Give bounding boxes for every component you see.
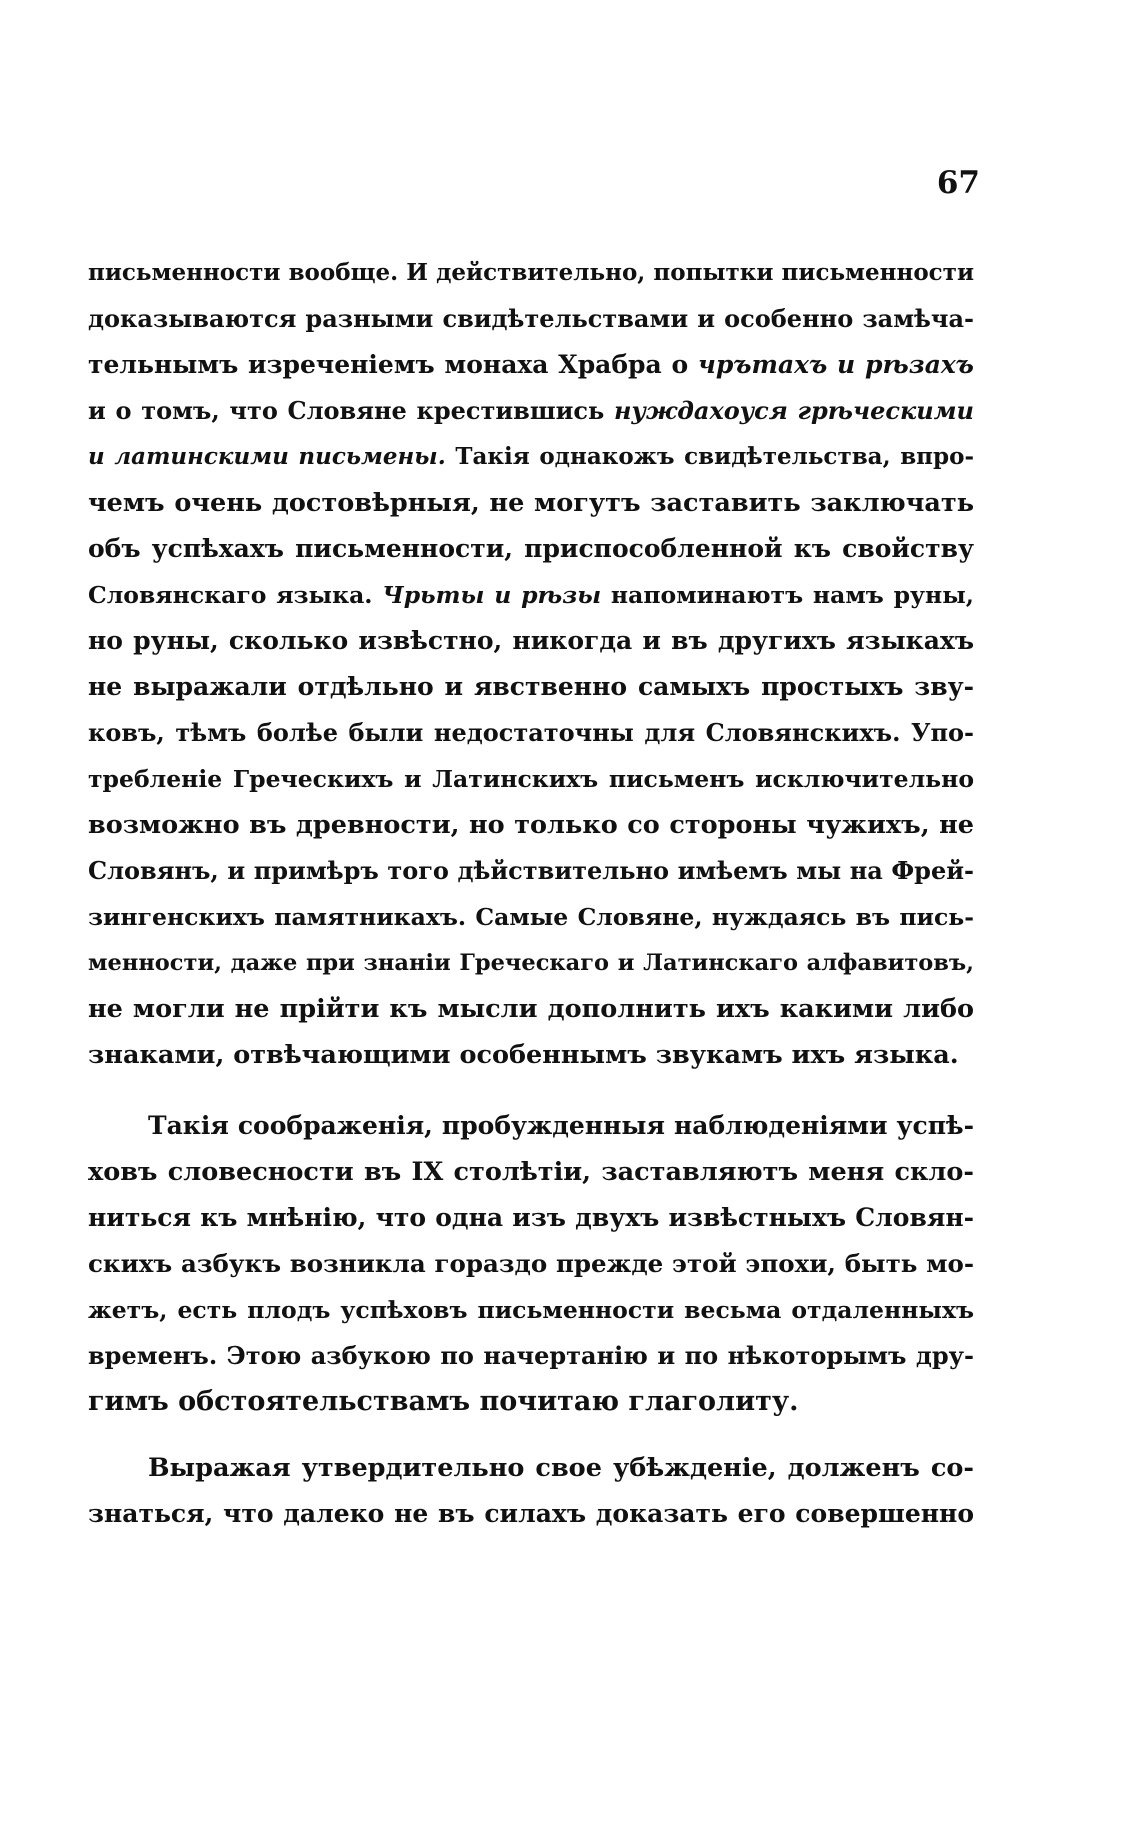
text-segment: доказываются разными свидѣтельствами и особенно замѣча- bbox=[88, 304, 974, 333]
text-segment: не выражали отдѣльно и явственно самыхъ простыхъ зву- bbox=[88, 672, 974, 701]
text-segment: менности, даже при знанiи Греческаго и Латинскаго алфавитовъ, bbox=[88, 950, 974, 976]
text-segment: возможно въ древности, но только со стороны чужихъ, не bbox=[88, 810, 974, 840]
text-segment: и о томъ, что Словяне крестившись bbox=[88, 396, 615, 425]
text-line bbox=[88, 1032, 974, 1078]
text-segment: гимъ обстоятельствамъ почитаю глаголиту. bbox=[88, 1386, 799, 1417]
italic-text: нуждахоуся грѣческими bbox=[614, 396, 974, 425]
text-segment: письменности вообще. И действительно, попытки письменности bbox=[88, 259, 974, 286]
paragraph-gap bbox=[88, 1425, 974, 1445]
text-line bbox=[88, 250, 974, 296]
text-segment: Такiя соображенiя, пробужденныя наблюденiями успѣ- bbox=[148, 1111, 974, 1140]
text-line bbox=[88, 848, 974, 894]
text-segment: Такiя однакожъ свидѣтельства, впро- bbox=[445, 443, 974, 470]
text-segment: объ успѣхахъ письменности, приспособленной къ свойству bbox=[88, 534, 974, 563]
text-line bbox=[88, 1195, 974, 1241]
italic-text: и латинскими письмены. bbox=[88, 443, 446, 470]
text-line bbox=[88, 1103, 974, 1149]
paragraph bbox=[88, 250, 974, 1078]
text-line bbox=[88, 986, 974, 1032]
text-line bbox=[88, 434, 974, 480]
text-line bbox=[88, 710, 974, 756]
text-line bbox=[88, 572, 974, 618]
text-line bbox=[88, 1241, 974, 1287]
text-line bbox=[88, 1379, 974, 1425]
text-segment: чемъ очень достовѣрныя, не могутъ заставить заключать bbox=[88, 488, 974, 518]
italic-text: чрътахъ и рѣзахъ bbox=[698, 350, 974, 379]
text-segment: Словянскаго языка. bbox=[88, 581, 383, 609]
italic-text: Чрьты и рѣзы bbox=[382, 581, 602, 609]
text-line bbox=[88, 388, 974, 434]
text-line bbox=[88, 480, 974, 526]
text-segment: знаками, отвѣчающими особеннымъ звукамъ ихъ языка. bbox=[88, 1040, 959, 1070]
text-segment: скихъ азбукъ возникла гораздо прежде этой эпохи, быть мо- bbox=[88, 1249, 974, 1278]
text-body bbox=[88, 250, 974, 1537]
text-line bbox=[88, 1445, 974, 1491]
text-line bbox=[88, 802, 974, 848]
text-line bbox=[88, 1149, 974, 1195]
text-segment: требленiе Греческихъ и Латинскихъ письменъ исключительно bbox=[88, 765, 974, 793]
text-line bbox=[88, 296, 974, 342]
page-number: 67 bbox=[936, 165, 980, 201]
text-line bbox=[88, 1333, 974, 1379]
text-segment: напоминаютъ намъ руны, bbox=[601, 581, 974, 609]
text-line bbox=[88, 756, 974, 802]
text-segment: ховъ словесности въ IX столѣтiи, заставляютъ меня скло- bbox=[88, 1157, 974, 1187]
text-segment: ковъ, тѣмъ болѣе были недостаточны для Словянскихъ. Упо- bbox=[88, 718, 974, 747]
text-segment: но руны, сколько извѣстно, никогда и въ другихъ языкахъ bbox=[88, 626, 974, 655]
text-line bbox=[88, 618, 974, 664]
text-segment: временъ. Этою азбукою по начертанiю и по нѣкоторымъ дру- bbox=[88, 1341, 974, 1370]
text-line bbox=[88, 940, 974, 986]
text-segment: знаться, что далеко не въ силахъ доказать его совершенно bbox=[88, 1499, 974, 1528]
text-segment: не могли не прiйти къ мысли дополнить ихъ какими либо bbox=[88, 994, 974, 1024]
text-line bbox=[88, 1491, 974, 1537]
text-segment: жетъ, есть плодъ успѣховъ письменности весьма отдаленныхъ bbox=[88, 1296, 974, 1324]
text-line bbox=[88, 342, 974, 388]
text-line bbox=[88, 894, 974, 940]
text-segment: зингенскихъ памятникахъ. Самые Словяне, нуждаясь въ пись- bbox=[88, 903, 974, 931]
paragraph-gap bbox=[88, 1078, 974, 1103]
paragraph bbox=[88, 1103, 974, 1425]
text-line bbox=[88, 1287, 974, 1333]
text-segment: ниться къ мнѣнiю, что одна изъ двухъ извѣстныхъ Словян- bbox=[88, 1203, 974, 1232]
text-segment: тельнымъ изреченiемъ монаха Храбра о bbox=[88, 350, 698, 379]
text-line bbox=[88, 526, 974, 572]
text-line bbox=[88, 664, 974, 710]
text-segment: Выражая утвердительно свое убѣжденiе, долженъ со- bbox=[148, 1453, 974, 1483]
paragraph bbox=[88, 1445, 974, 1537]
text-segment: Словянъ, и примѣръ того дѣйствительно имѣемъ мы на Фрей- bbox=[88, 856, 974, 885]
